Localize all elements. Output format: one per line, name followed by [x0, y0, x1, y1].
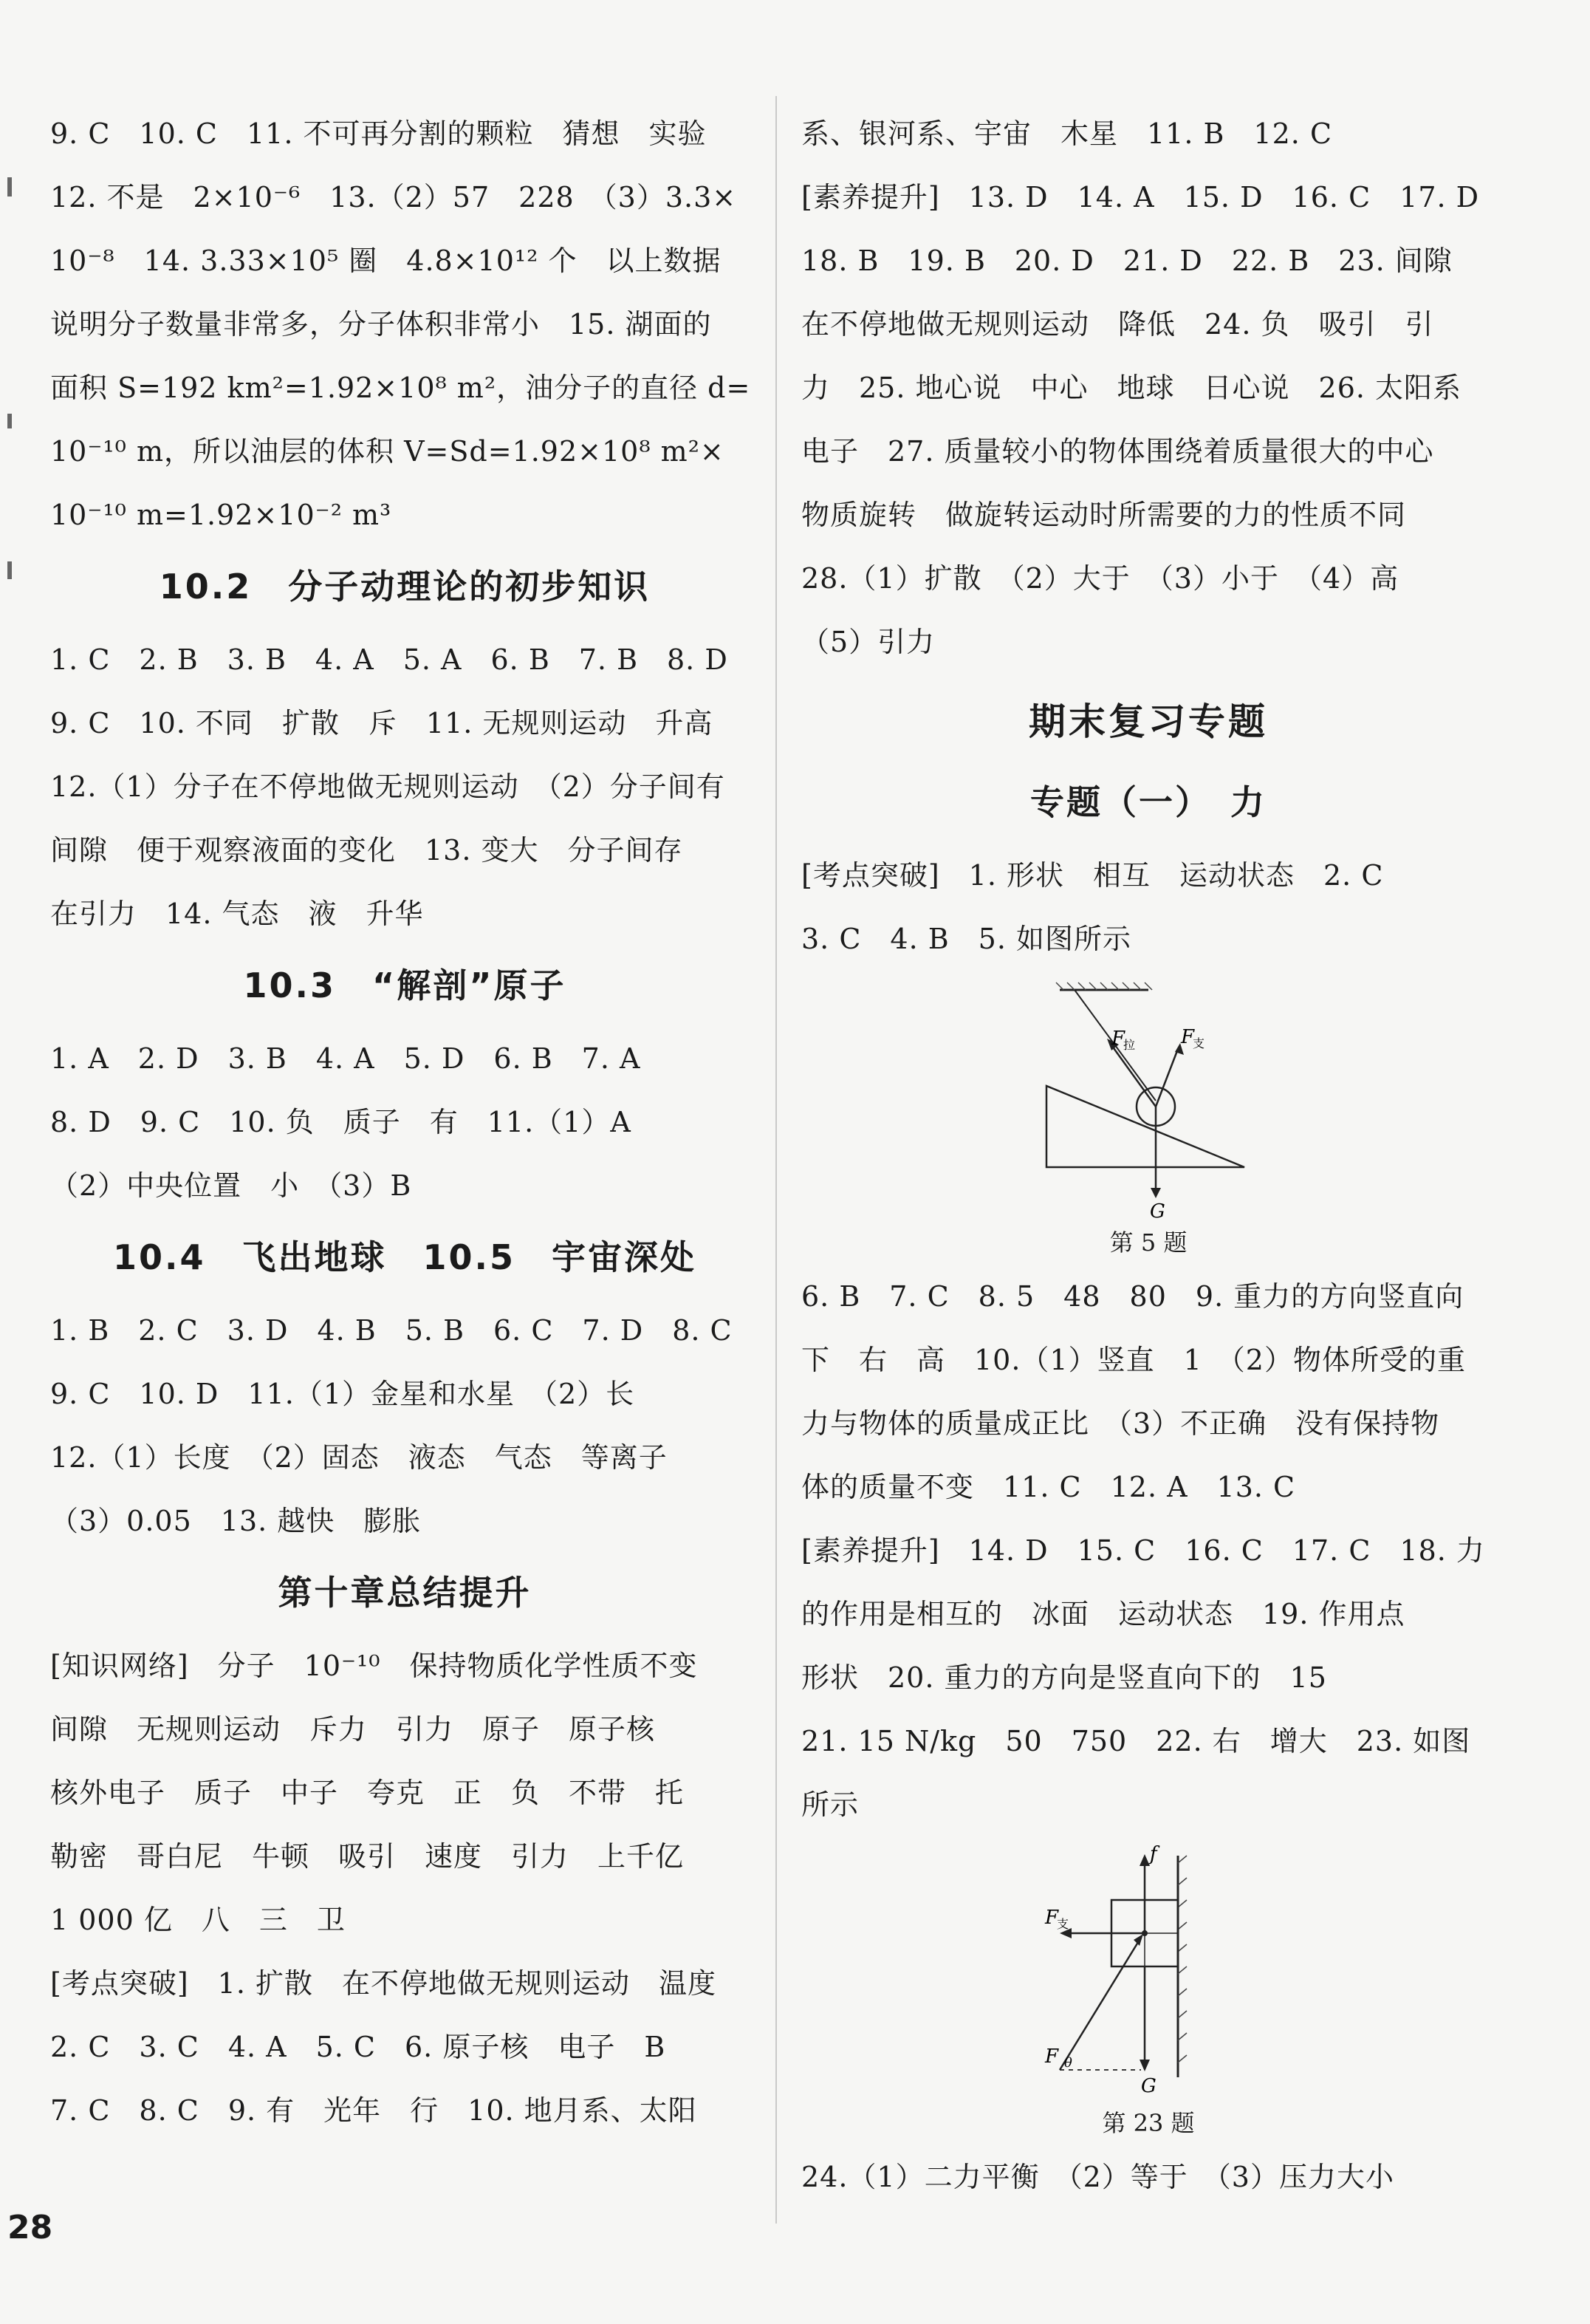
chapter-heading: 期末复习专题: [1029, 700, 1268, 743]
answer-line: 物质旋转 做旋转运动时所需要的力的性质不同: [801, 499, 1407, 531]
force-sub-support: 支: [1057, 1917, 1069, 1931]
answer-line: 6. B 7. C 8. 5 48 80 9. 重力的方向竖直向: [801, 1280, 1464, 1313]
answer-line: 1 000 亿 八 三 卫: [50, 1904, 346, 1936]
answer-line: 1. C 2. B 3. B 4. A 5. A 6. B 7. B 8. D: [50, 643, 728, 676]
section-heading: 10.3 “解剖”原子: [243, 966, 566, 1005]
answer-line: 勒密 哥白尼 牛顿 吸引 速度 引力 上千亿: [50, 1840, 685, 1873]
answer-line: （2）中央位置 小 （3）B: [50, 1169, 412, 1202]
answer-line: 体的质量不变 11. C 12. A 13. C: [801, 1471, 1296, 1503]
left-column: [50, 102, 759, 2142]
answer-line: 所示: [801, 1788, 860, 1821]
figure-caption: 第 23 题: [1102, 2109, 1195, 2137]
force-label-support: F: [1181, 1026, 1195, 1048]
figure-caption: 第 5 题: [1109, 1228, 1188, 1257]
edge-mark: [7, 177, 12, 196]
answer-line: 1. B 2. C 3. D 4. B 5. B 6. C 7. D 8. C: [50, 1314, 733, 1347]
answer-line: 说明分子数量非常多，分子体积非常小 15. 湖面的: [50, 308, 712, 341]
force-label-gravity: G: [1141, 2075, 1156, 2097]
section-heading: 第十章总结提升: [278, 1573, 532, 1613]
answer-line: 7. C 8. C 9. 有 光年 行 10. 地月系、太阳: [50, 2094, 697, 2127]
answer-line: 18. B 19. B 20. D 21. D 22. B 23. 间隙: [801, 245, 1453, 277]
force-sub-support: 支: [1193, 1036, 1205, 1050]
answer-line: 力 25. 地心说 中心 地球 日心说 26. 太阳系: [801, 372, 1462, 404]
answer-line: 面积 S=192 km²=1.92×10⁸ m²，油分子的直径 d=: [50, 372, 751, 404]
answer-line: 9. C 10. D 11.（1）金星和水星 （2）长: [50, 1378, 635, 1410]
answer-line: （5）引力: [801, 626, 936, 658]
answer-line: 1. A 2. D 3. B 4. A 5. D 6. B 7. A: [50, 1042, 641, 1075]
answer-line: 形状 20. 重力的方向是竖直向下的 15: [801, 1661, 1327, 1694]
answer-line: 力与物体的质量成正比 （3）不正确 没有保持物: [801, 1407, 1440, 1440]
answer-line: 21. 15 N/kg 50 750 22. 右 增大 23. 如图: [801, 1725, 1471, 1757]
answer-line: 系、银河系、宇宙 木星 11. B 12. C: [801, 117, 1333, 150]
answer-line: 核外电子 质子 中子 夸克 正 负 不带 托: [50, 1777, 685, 1809]
force-diagram-incline: [1030, 975, 1267, 1226]
figure-problem-5: [801, 975, 1495, 1259]
answer-line: [素养提升] 14. D 15. C 16. C 17. C 18. 力: [801, 1534, 1485, 1567]
answer-line: 9. C 10. 不同 扩散 斥 11. 无规则运动 升高: [50, 707, 713, 739]
answer-line: 28.（1）扩散 （2）大于 （3）小于 （4）高: [801, 562, 1399, 595]
page-number: 28: [7, 2209, 53, 2246]
force-label-friction: f: [1150, 1843, 1157, 1865]
section-heading: 10.2 分子动理论的初步知识: [159, 567, 651, 606]
answer-line: 12. 不是 2×10⁻⁶ 13.（2）57 228 （3）3.3×: [50, 181, 737, 213]
force-label-support: F: [1045, 1907, 1059, 1929]
answer-line: 10⁻¹⁰ m，所以油层的体积 V=Sd=1.92×10⁸ m²×: [50, 435, 724, 468]
angle-label: θ: [1064, 2055, 1072, 2071]
answer-line: 在引力 14. 气态 液 升华: [50, 898, 424, 930]
figure-problem-23: [801, 1841, 1495, 2139]
edge-mark: [7, 561, 12, 579]
right-column: [801, 102, 1495, 2209]
force-label-pull: F: [1111, 1028, 1125, 1050]
answer-line: 下 右 高 10.（1）竖直 1 （2）物体所受的重: [801, 1344, 1466, 1376]
section-heading: 专题（一） 力: [1030, 782, 1267, 822]
answer-line: [考点突破] 1. 形状 相互 运动状态 2. C: [801, 859, 1384, 892]
answer-line: 24.（1）二力平衡 （2）等于 （3）压力大小: [801, 2161, 1394, 2193]
answer-line: 12.（1）分子在不停地做无规则运动 （2）分子间有: [50, 770, 725, 803]
answer-line: 的作用是相互的 冰面 运动状态 19. 作用点: [801, 1598, 1405, 1630]
answer-line: 在不停地做无规则运动 降低 24. 负 吸引 引: [801, 308, 1434, 341]
edge-mark: [7, 414, 12, 428]
answer-line: [考点突破] 1. 扩散 在不停地做无规则运动 温度: [50, 1967, 716, 2000]
answer-line: 9. C 10. C 11. 不可再分割的颗粒 猜想 实验: [50, 117, 707, 150]
answer-line: 10⁻⁸ 14. 3.33×10⁵ 圈 4.8×10¹² 个 以上数据: [50, 245, 722, 277]
answer-line: 3. C 4. B 5. 如图所示: [801, 923, 1132, 955]
answer-line: 间隙 便于观察液面的变化 13. 变大 分子间存: [50, 834, 683, 867]
answer-line: 间隙 无规则运动 斥力 引力 原子 原子核: [50, 1713, 656, 1746]
column-divider: [775, 96, 777, 2224]
answer-line: （3）0.05 13. 越快 膨胀: [50, 1505, 422, 1537]
answer-line: 电子 27. 质量较小的物体围绕着质量很大的中心: [801, 435, 1434, 468]
section-heading: 10.4 飞出地球 10.5 宇宙深处: [113, 1237, 696, 1277]
answer-line: [素养提升] 13. D 14. A 15. D 16. C 17. D: [801, 181, 1480, 213]
answer-line: [知识网络] 分子 10⁻¹⁰ 保持物质化学性质不变: [50, 1650, 698, 1682]
answer-line: 8. D 9. C 10. 负 质子 有 11.（1）A: [50, 1106, 631, 1138]
force-sub-pull: 拉: [1123, 1038, 1136, 1052]
force-diagram-wall: [1030, 1841, 1267, 2107]
answer-line: 10⁻¹⁰ m=1.92×10⁻² m³: [50, 499, 392, 531]
force-label-push: F: [1045, 2046, 1059, 2068]
answer-line: 2. C 3. C 4. A 5. C 6. 原子核 电子 B: [50, 2031, 666, 2063]
answer-line: 12.（1）长度 （2）固态 液态 气态 等离子: [50, 1441, 668, 1474]
force-label-gravity: G: [1150, 1200, 1165, 1223]
